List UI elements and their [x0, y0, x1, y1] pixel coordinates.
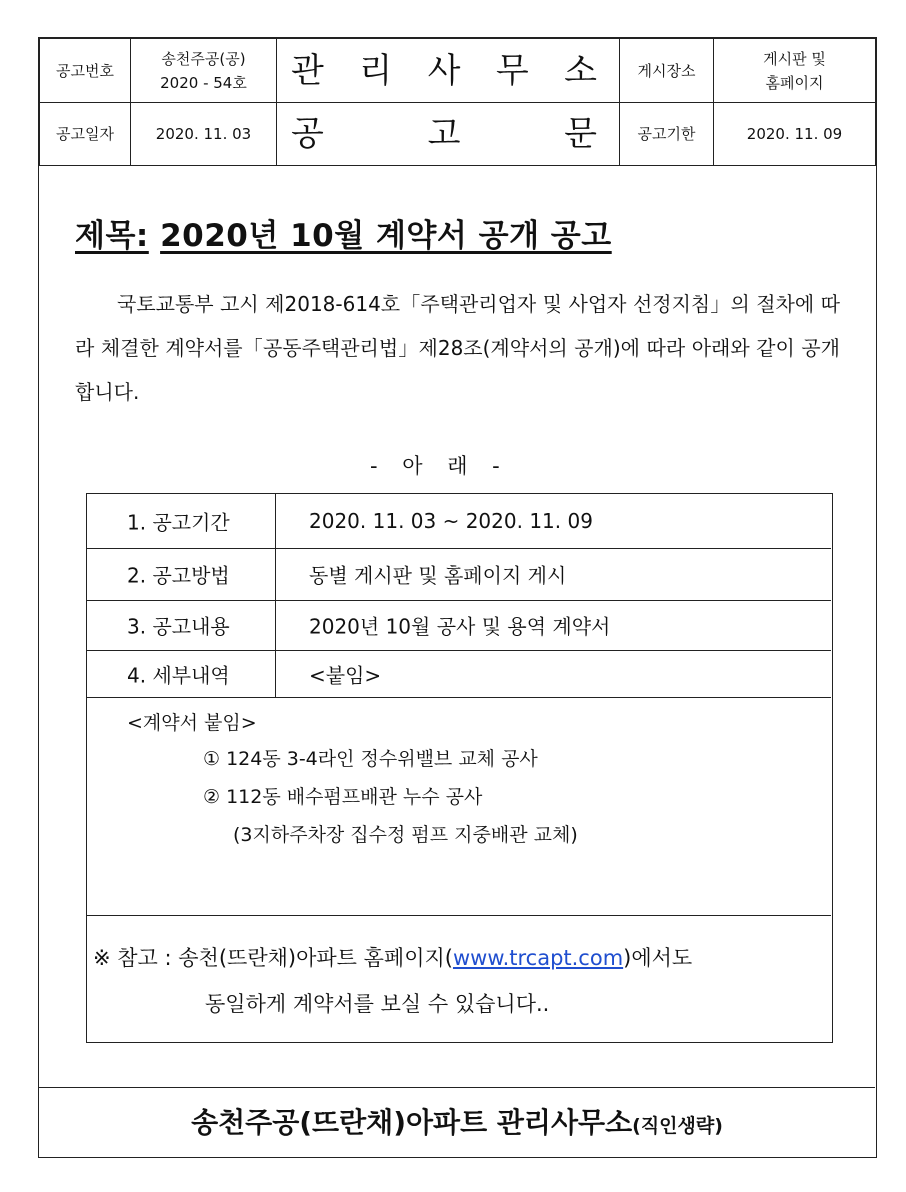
notice-date-label: 공고일자	[40, 103, 131, 166]
body-paragraph	[75, 282, 840, 414]
below-heading: - 아 래 -	[370, 454, 500, 478]
attachment-item: ② 112동 배수펌프배관 누수 공사	[203, 786, 483, 808]
body-text: 국토교통부 고시 제2018-614호「주택관리업자 및 사업자 선정지침」의 절차에 따라 체결한 계약서를「공동주택관리법」제28조(계약서의 공개)에 따라 아래와 같이 공개합니다.	[75, 292, 840, 404]
notice-number-label: 공고번호	[40, 39, 131, 103]
detail-row: 4. 세부내역 <붙임>	[87, 650, 831, 698]
reference-note-line2: 동일하게 계약서를 보실 수 있습니다..	[205, 992, 550, 1016]
footer-divider	[39, 1087, 875, 1088]
detail-row: 3. 공고내용 2020년 10월 공사 및 용역 계약서	[87, 600, 831, 651]
seal-note: (직인생략)	[632, 1115, 723, 1137]
attachment-item-detail: (3지하주차장 집수정 펌프 지중배관 교체)	[233, 824, 578, 846]
subject-text: 2020년 10월 계약서 공개 공고	[160, 218, 612, 254]
notice-number-value: 송천주공(공) 2020 - 54호	[131, 39, 277, 103]
post-place-label: 게시장소	[620, 39, 714, 103]
post-period-value: 2020. 11. 09	[714, 103, 876, 166]
office-title: 관 리 사 무 소	[277, 39, 620, 103]
details-box	[86, 493, 833, 1043]
notice-date-value: 2020. 11. 03	[131, 103, 277, 166]
subject-label: 제목:	[75, 218, 149, 254]
attachment-item: ① 124동 3-4라인 정수위밸브 교체 공사	[203, 748, 538, 770]
attachment-title: <계약서 붙임>	[127, 712, 257, 734]
footer-office: 송천주공(뜨란채)아파트 관리사무소(직인생략)	[191, 1106, 723, 1139]
homepage-link[interactable]: www.trcapt.com	[452, 946, 624, 970]
notice-document	[38, 37, 877, 1158]
notice-title: 공 고 문	[277, 103, 620, 166]
post-place-value: 게시판 및 홈페이지	[714, 39, 876, 103]
detail-row: 2. 공고방법 동별 게시판 및 홈페이지 게시	[87, 548, 831, 601]
reference-note: ※ 참고 : 송천(뜨란채)아파트 홈페이지(www.trcapt.com)에서도	[93, 946, 693, 970]
subject-title	[75, 210, 612, 255]
detail-row: 1. 공고기간 2020. 11. 03 ~ 2020. 11. 09	[87, 494, 831, 549]
header-table	[39, 38, 876, 166]
post-period-label: 공고기한	[620, 103, 714, 166]
